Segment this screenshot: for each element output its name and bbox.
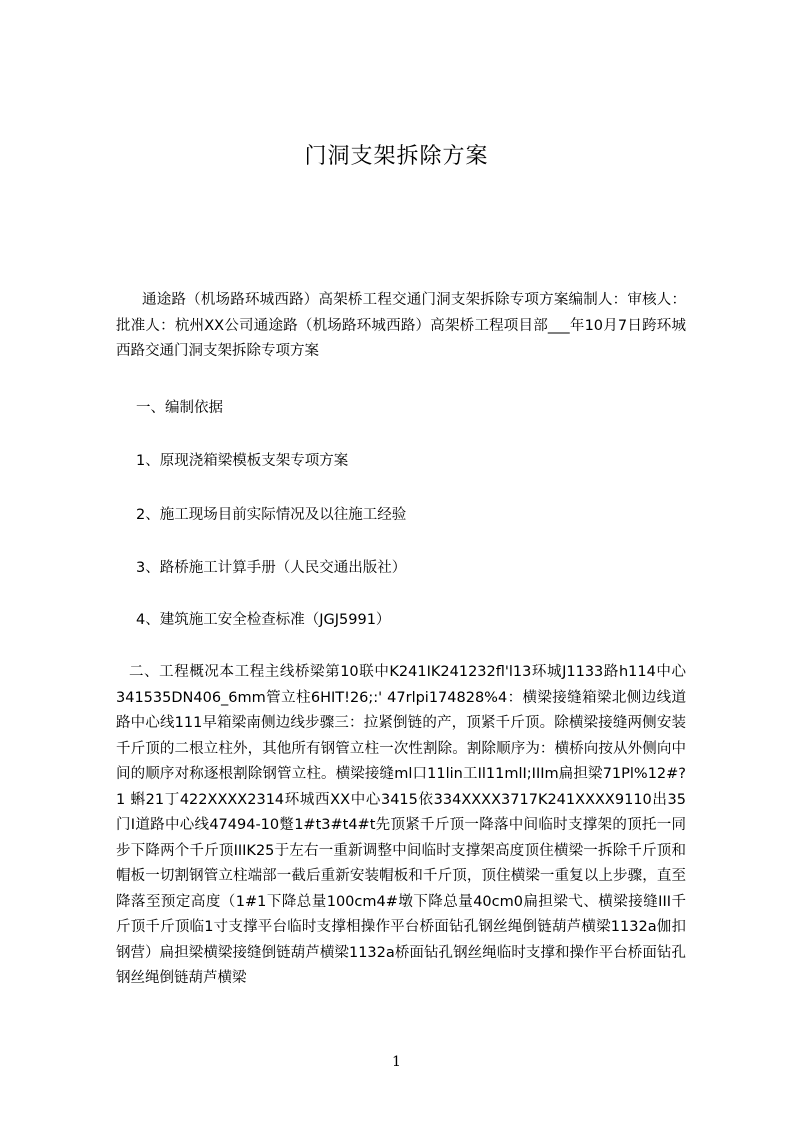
basis-item-2: 2、施工现场目前实际情况及以往施工经验	[136, 507, 407, 523]
basis-item-3: 3、路桥施工计算手册（人民交通出版社）	[136, 560, 407, 576]
intro-paragraph: 通途路（机场路环城西路）高架桥工程交通门洞支架拆除专项方案编制人：审核人：批准人：杭州XX公司通途路（机场路环城西路）高架桥工程项目部___年10月7日跨环城西路交通门洞支架拆除专项方案	[116, 292, 686, 359]
section-heading: 一、编制依据	[136, 400, 223, 416]
basis-item-4: 4、建筑施工安全检查标准（JGJ5991）	[136, 612, 391, 628]
page-number: 1	[392, 1054, 401, 1070]
page-title: 门洞支架拆除方案	[304, 144, 489, 169]
basis-item-1: 1、原现浇箱梁模板支架专项方案	[136, 453, 349, 469]
project-overview-paragraph: 二、工程概况本工程主线桥梁第10联中K241IK241232fl'l13环城J1133路h114中心341535DN406_6mm管立柱6HIT!26;:' 47rlpi174828%4：横梁接缝箱梁北侧边线道路中心线111早箱梁南侧边线步骤三：拉紧倒链的产，顶紧千斤顶。除横梁接缝两侧安装千斤顶的二根立柱外，其他所有钢管立柱一次性割除。割除顺序为：横桥向按从外侧向中间的顺序对称逐根割除钢管立柱。横梁接缝ml口11lin工Il11mlI;IIIm扁担梁71Pl%12#?1 蝌21丁422XXXX2314环城西XX中心3415依334XXXX3717K241XXXX9110出35门I道路中心线47494-10蹩1#t3#t4#t先顶紧千斤顶一降落中间临时支撑架的顶托一同步下降两个千斤顶IIIK25于左右一重新调整中间临时支撑架高度顶住横梁一拆除千斤顶和帽板一切割钢管立柱端部一截后重新安装帽板和千斤顶，顶住横梁一重复以上步骤，直至降落至预定高度（1#1下降总量100cm4#墩下降总量40cm0扁担梁弋、横梁接缝III千斤顶千斤顶临1寸支撑平台临时支撑相操作平台桥面钻孔钢丝绳倒链葫芦横梁1132a伽扣钢营）扁担梁横梁接缝倒链葫芦横梁1132a桥面钻孔钢丝绳临时支撑和操作平台桥面钻孔钢丝绳倒链葫芦横梁	[116, 664, 686, 986]
